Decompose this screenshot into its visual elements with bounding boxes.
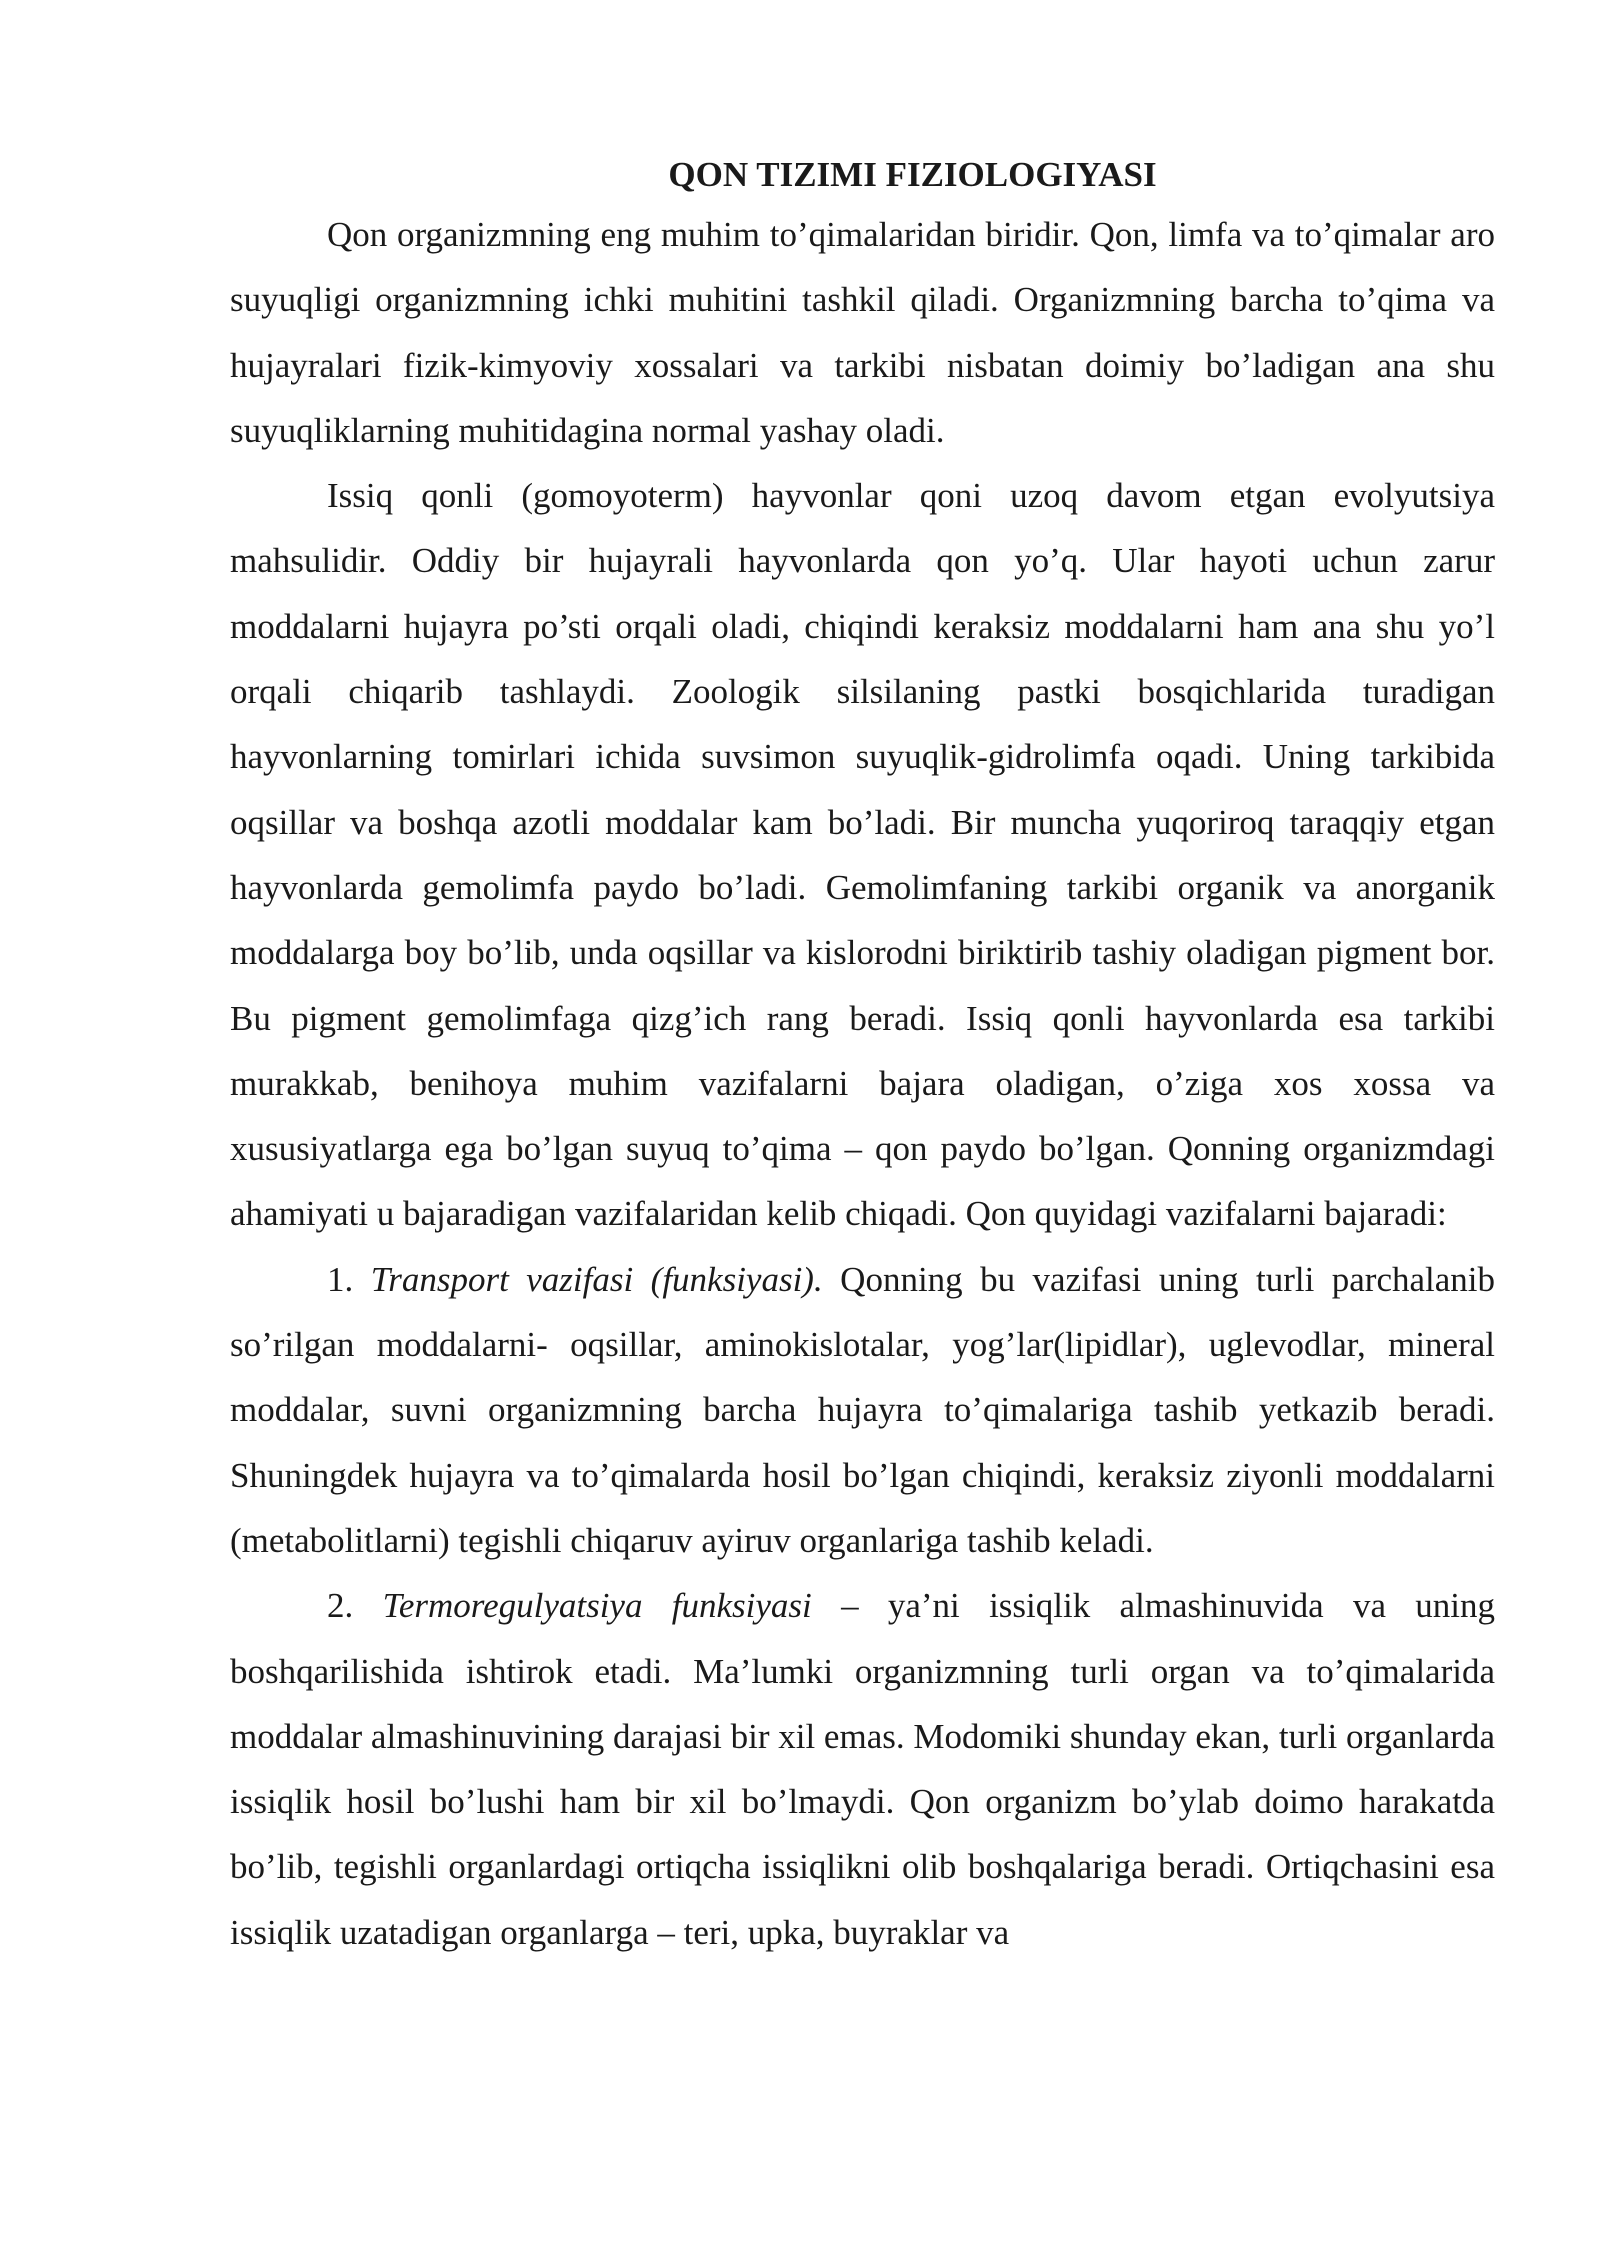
paragraph-evolution [230, 463, 1495, 1247]
paragraph-text: Qon organizmning eng muhim to’qimalaridan biridir. Qon, limfa va to’qimalar aro suyuqligi organizmning ichki muhitini tashkil qiladi. Organizmning barcha to’qima va hujayralari fizik-kimyoviy xossalari va tarkibi nisbatan doimiy bo’ladigan ana shu suyuqliklarning muhitidagina normal yashay oladi. [230, 215, 1495, 450]
paragraph-text: Qonning bu vazifasi uning turli parchalanib so’rilgan moddalarni- oqsillar, aminokislotalar, yog’lar(lipidlar), uglevodlar, mineral moddalar, suvni organizmning barcha hujayra to’qimalariga tashib yetkazib beradi. Shuningdek hujayra va to’qimalarda hosil bo’lgan chiqindi, keraksiz ziyonli moddalarni (metabolitlarni) tegishli chiqaruv ayiruv organlariga tashib keladi. [230, 1259, 1496, 1560]
paragraph-transport-function [230, 1247, 1495, 1573]
list-number: 2. [327, 1586, 354, 1626]
document-page [230, 148, 1495, 1965]
function-heading: Termoregulyatsiya funksiyasi [382, 1586, 812, 1626]
document-title: QON TIZIMI FIZIOLOGIYASI [668, 155, 1157, 194]
paragraph-thermoregulation-function [230, 1573, 1495, 1965]
paragraph-text: Issiq qonli (gomoyoterm) hayvonlar qoni uzoq davom etgan evolyutsiya mahsulidir. Oddiy bir hujayrali hayvonlarda qon yo’q. Ular hayoti uchun zarur moddalarni hujayra po’sti orqali oladi, chiqindi keraksiz moddalarni ham ana shu yo’l orqali chiqarib tashlaydi. Zoologik silsilaning pastki bosqichlarida turadigan hayvonlarning tomirlari ichida suvsimon suyuqlik-gidrolimfa oqadi. Uning tarkibida oqsillar va boshqa azotli moddalar kam bo’ladi. Bir muncha yuqoriroq taraqqiy etgan hayvonlarda gemolimfa paydo bo’ladi. Gemolimfaning tarkibi organik va anorganik moddalarga boy bo’lib, unda oqsillar va kislorodni biriktirib tashiy oladigan pigment bor. Bu pigment gemolimfaga qizg’ich rang beradi. Issiq qonli hayvonlarda esa tarkibi murakkab, benihoya muhim vazifalarni bajara oladigan, o’ziga xos xossa va xususiyatlarga ega bo’lgan suyuq to’qima – qon paydo bo’lgan. Qonning organizmdagi ahamiyati u bajaradigan vazifalaridan kelib chiqadi. Qon quyidagi vazifalarni bajaradi: [230, 476, 1495, 1234]
paragraph-text: – ya’ni issiqlik almashinuvida va uning boshqarilishida ishtirok etadi. Ma’lumki organizmning turli organ va to’qimalarida moddalar almashinuvining darajasi bir xil emas. Modomiki shunday ekan, turli organlarda issiqlik hosil bo’lushi ham bir xil bo’lmaydi. Qon organizm bo’ylab doimo harakatda bo’lib, tegishli organlardagi ortiqcha issiqlikni olib boshqalariga beradi. Ortiqchasini esa issiqlik uzatadigan organlarga – teri, upka, buyraklar va [230, 1586, 1496, 1952]
paragraph-intro [230, 202, 1495, 463]
function-heading: Transport vazifasi (funksiyasi). [370, 1259, 823, 1299]
list-number: 1. [327, 1259, 354, 1299]
